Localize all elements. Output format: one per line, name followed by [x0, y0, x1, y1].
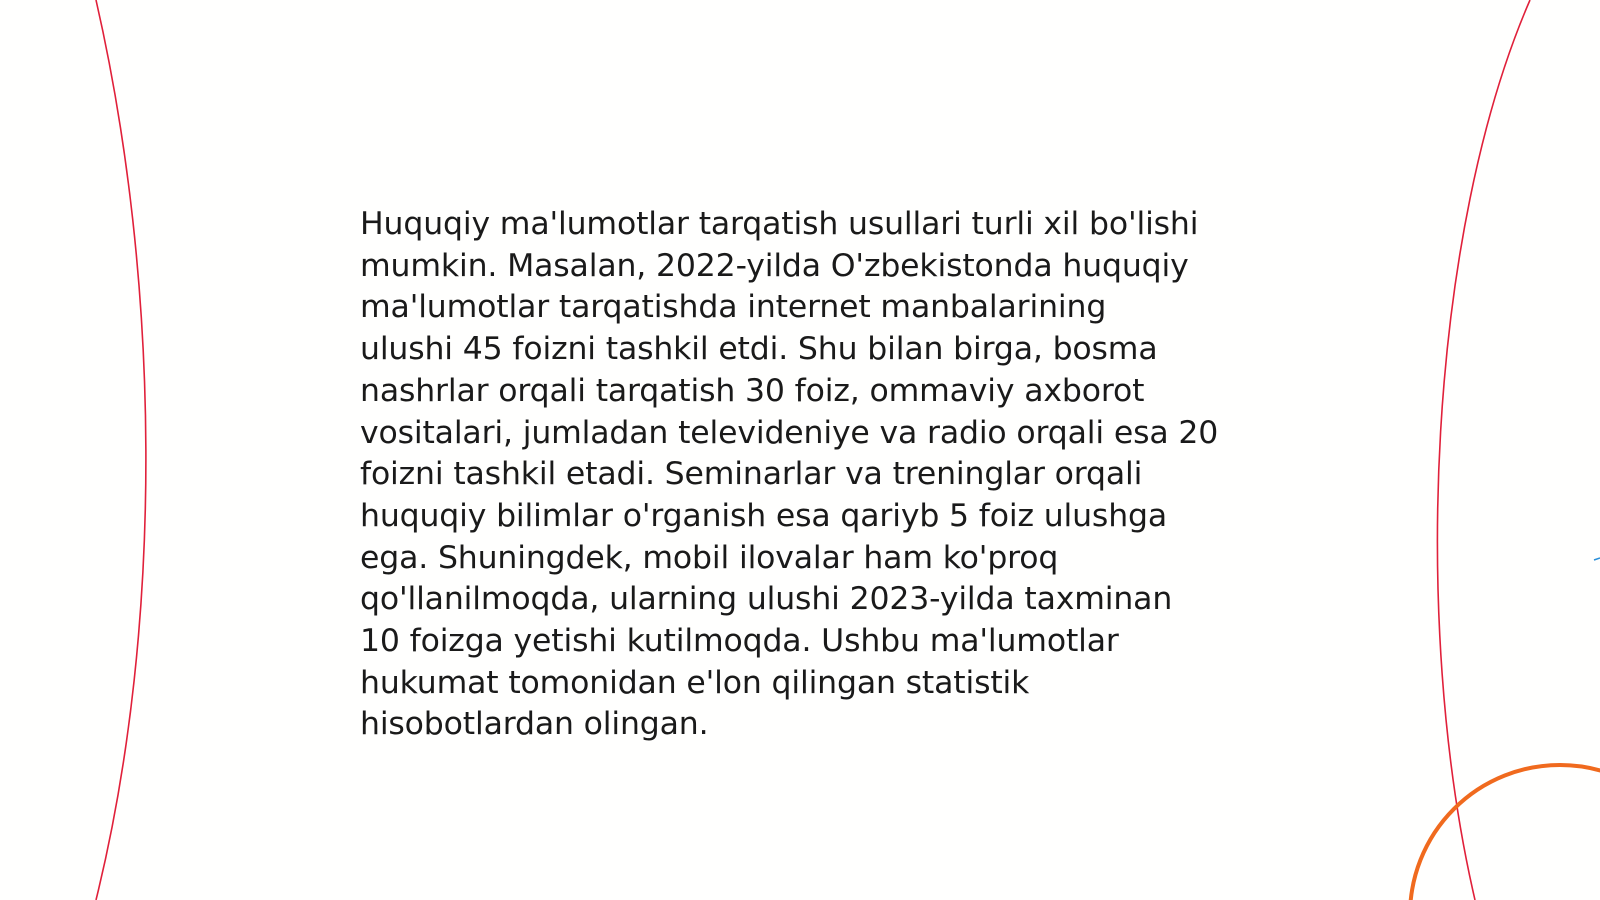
- paragraph-line: qo'llanilmoqda, ularning ulushi 2023-yilda taxminan: [360, 581, 1173, 618]
- paragraph-line: Huquqiy ma'lumotlar tarqatish usullari turli xil bo'lishi: [360, 206, 1199, 242]
- paragraph-line: hukumat tomonidan e'lon qilingan statistik: [360, 664, 1030, 701]
- orange-circle-outline: [1410, 765, 1600, 900]
- paragraph-line: 10 foizga yetishi kutilmoqda. Ushbu ma'lumotlar: [360, 623, 1119, 660]
- left-red-curve: [96, 0, 146, 900]
- right-red-curve: [1437, 0, 1530, 900]
- paragraph-line: ulushi 45 foizni tashkil etdi. Shu bilan birga, bosma: [360, 331, 1158, 368]
- paragraph-line: ega. Shuningdek, mobil ilovalar ham ko'proq: [360, 539, 1059, 576]
- paragraph-line: nashrlar orqali tarqatish 30 foiz, ommaviy axborot: [360, 372, 1145, 409]
- paragraph-line: mumkin. Masalan, 2022-yilda O'zbekistonda huquqiy: [360, 247, 1189, 284]
- blue-accent-mark: [1594, 558, 1600, 560]
- paragraph-line: ma'lumotlar tarqatishda internet manbalarining: [360, 289, 1107, 326]
- paragraph-line: foizni tashkil etadi. Seminarlar va treninglar orqali: [360, 456, 1143, 493]
- paragraph-line: hisobotlardan olingan.: [360, 706, 709, 743]
- paragraph-line: huquqiy bilimlar o'rganish esa qariyb 5 foiz ulushga: [360, 497, 1168, 534]
- body-paragraph: [360, 204, 1260, 746]
- paragraph-line: vositalari, jumladan televideniye va radio orqali esa 20: [360, 414, 1219, 451]
